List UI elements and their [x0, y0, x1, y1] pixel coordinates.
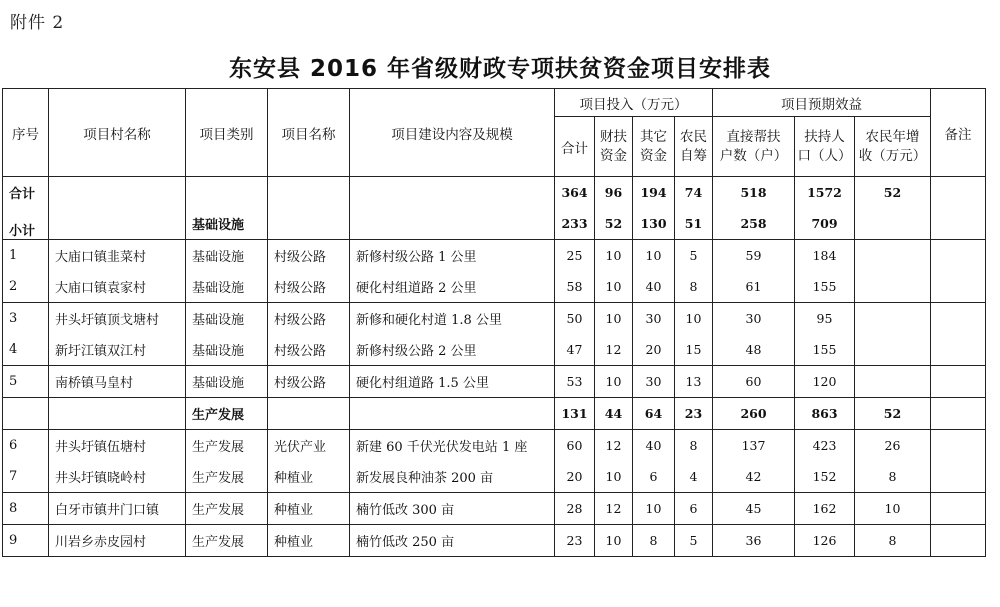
cell-category: 基础设施: [186, 303, 268, 335]
header-fiscal-line1: 财扶: [600, 129, 627, 146]
cell-content: 新修村级公路 2 公里: [350, 334, 555, 366]
cell-people: 155: [795, 271, 855, 303]
table-row: [3, 208, 986, 240]
cell-farmer: 51: [675, 208, 713, 240]
cell-remark: [931, 177, 986, 209]
cell-households: 42: [713, 461, 795, 493]
cell-farmer: 5: [675, 525, 713, 557]
cell-village: 大庙口镇袁家村: [49, 271, 186, 303]
cell-seq: 3: [3, 303, 49, 335]
cell-fiscal: 12: [595, 493, 633, 525]
cell-income: [855, 366, 931, 398]
header-other: [633, 117, 675, 177]
cell-remark: [931, 398, 986, 430]
table-row: [3, 525, 986, 557]
cell-content: 新修和硬化村道 1.8 公里: [350, 303, 555, 335]
header-people-line1: 扶持人: [804, 129, 845, 146]
cell-category: 生产发展: [186, 493, 268, 525]
cell-income: 26: [855, 430, 931, 462]
cell-remark: [931, 208, 986, 240]
header-farmer: [675, 117, 713, 177]
cell-remark: [931, 240, 986, 272]
cell-farmer: 6: [675, 493, 713, 525]
cell-content: 新修村级公路 1 公里: [350, 240, 555, 272]
header-people-line2: 口（人）: [797, 147, 852, 164]
cell-content: 新建 60 千伏光伏发电站 1 座: [350, 430, 555, 462]
cell-total: 20: [555, 461, 595, 493]
cell-fiscal: 52: [595, 208, 633, 240]
header-income-line2: 收（万元）: [858, 147, 927, 164]
cell-households: 258: [713, 208, 795, 240]
cell-fiscal: 10: [595, 271, 633, 303]
header-households-line1: 直接帮扶: [726, 129, 781, 146]
cell-income: [855, 303, 931, 335]
cell-seq: 8: [3, 493, 49, 525]
cell-households: 61: [713, 271, 795, 303]
cell-name: 村级公路: [268, 366, 350, 398]
cell-other: 40: [633, 430, 675, 462]
cell-people: 1572: [795, 177, 855, 209]
table-row: [3, 271, 986, 303]
header-farmer-line1: 农民: [680, 129, 707, 146]
cell-income: 52: [855, 398, 931, 430]
cell-seq: 7: [3, 461, 49, 493]
cell-village: 南桥镇马皇村: [49, 366, 186, 398]
cell-total: 47: [555, 334, 595, 366]
cell-name: [268, 208, 350, 240]
cell-income: 10: [855, 493, 931, 525]
cell-income: [855, 334, 931, 366]
cell-people: 423: [795, 430, 855, 462]
cell-farmer: 23: [675, 398, 713, 430]
cell-seq: 5: [3, 366, 49, 398]
cell-content: 硬化村组道路 1.5 公里: [350, 366, 555, 398]
cell-other: 194: [633, 177, 675, 209]
cell-income: 8: [855, 525, 931, 557]
cell-remark: [931, 366, 986, 398]
cell-category: [186, 177, 268, 209]
cell-seq: 合计: [3, 177, 49, 209]
cell-other: 30: [633, 366, 675, 398]
cell-fiscal: 12: [595, 334, 633, 366]
cell-people: 152: [795, 461, 855, 493]
cell-seq: 6: [3, 430, 49, 462]
cell-income: [855, 208, 931, 240]
cell-households: 260: [713, 398, 795, 430]
cell-people: 95: [795, 303, 855, 335]
cell-category: 生产发展: [186, 398, 268, 430]
cell-name: 种植业: [268, 493, 350, 525]
header-investment-group: 项目投入（万元）: [555, 89, 713, 117]
header-other-line2: 资金: [640, 147, 667, 164]
cell-village: 川岩乡赤皮园村: [49, 525, 186, 557]
cell-seq: 4: [3, 334, 49, 366]
cell-total: 58: [555, 271, 595, 303]
cell-village: [49, 208, 186, 240]
cell-name: 村级公路: [268, 303, 350, 335]
attachment-label: 附件 2: [10, 13, 65, 33]
cell-total: 233: [555, 208, 595, 240]
header-other-line1: 其它: [640, 129, 667, 146]
cell-fiscal: 10: [595, 366, 633, 398]
header-people: [795, 117, 855, 177]
table-body: [3, 177, 986, 557]
cell-seq: 9: [3, 525, 49, 557]
cell-people: 709: [795, 208, 855, 240]
cell-fiscal: 10: [595, 240, 633, 272]
cell-name: 村级公路: [268, 271, 350, 303]
header-benefit-group: 项目预期效益: [713, 89, 931, 117]
table-row: [3, 303, 986, 335]
cell-income: 8: [855, 461, 931, 493]
cell-other: 8: [633, 525, 675, 557]
cell-content: [350, 177, 555, 209]
cell-other: 40: [633, 271, 675, 303]
cell-total: 23: [555, 525, 595, 557]
header-households: [713, 117, 795, 177]
cell-seq: 1: [3, 240, 49, 272]
header-village: 项目村名称: [49, 89, 186, 177]
header-income: [855, 117, 931, 177]
cell-other: 130: [633, 208, 675, 240]
cell-category: 基础设施: [186, 240, 268, 272]
cell-total: 60: [555, 430, 595, 462]
header-households-line2: 户数（户）: [719, 147, 788, 164]
cell-content: [350, 398, 555, 430]
cell-remark: [931, 493, 986, 525]
cell-village: 白牙市镇井门口镇: [49, 493, 186, 525]
cell-households: 36: [713, 525, 795, 557]
funding-table: [2, 88, 986, 557]
header-row-1: [3, 89, 986, 117]
cell-remark: [931, 525, 986, 557]
cell-households: 137: [713, 430, 795, 462]
cell-people: 126: [795, 525, 855, 557]
cell-total: 53: [555, 366, 595, 398]
cell-households: 60: [713, 366, 795, 398]
table-row: [3, 493, 986, 525]
cell-farmer: 10: [675, 303, 713, 335]
cell-content: 硬化村组道路 2 公里: [350, 271, 555, 303]
cell-households: 48: [713, 334, 795, 366]
cell-people: 162: [795, 493, 855, 525]
cell-category: 基础设施: [186, 366, 268, 398]
header-total: 合计: [555, 117, 595, 177]
cell-village: 井头圩镇顶戈塘村: [49, 303, 186, 335]
cell-name: [268, 398, 350, 430]
cell-total: 50: [555, 303, 595, 335]
cell-fiscal: 96: [595, 177, 633, 209]
header-farmer-line2: 自筹: [680, 147, 707, 164]
header-content: 项目建设内容及规模: [350, 89, 555, 177]
cell-other: 10: [633, 240, 675, 272]
cell-seq: [3, 398, 49, 430]
cell-category: 生产发展: [186, 461, 268, 493]
cell-farmer: 8: [675, 271, 713, 303]
cell-total: 25: [555, 240, 595, 272]
cell-other: 64: [633, 398, 675, 430]
cell-category: 生产发展: [186, 525, 268, 557]
cell-other: 6: [633, 461, 675, 493]
header-income-line1: 农民年增: [865, 129, 920, 146]
header-seq: 序号: [3, 89, 49, 177]
cell-farmer: 13: [675, 366, 713, 398]
cell-income: [855, 240, 931, 272]
cell-other: 30: [633, 303, 675, 335]
table-row: [3, 430, 986, 462]
table-row: [3, 366, 986, 398]
cell-fiscal: 44: [595, 398, 633, 430]
cell-fiscal: 10: [595, 303, 633, 335]
cell-remark: [931, 461, 986, 493]
table-row: [3, 461, 986, 493]
cell-content: 楠竹低改 250 亩: [350, 525, 555, 557]
cell-name: 村级公路: [268, 334, 350, 366]
cell-total: 364: [555, 177, 595, 209]
cell-households: 30: [713, 303, 795, 335]
cell-content: 新发展良种油茶 200 亩: [350, 461, 555, 493]
cell-village: 大庙口镇韭菜村: [49, 240, 186, 272]
cell-name: [268, 177, 350, 209]
cell-remark: [931, 430, 986, 462]
cell-income: [855, 271, 931, 303]
cell-name: 种植业: [268, 461, 350, 493]
cell-category: 基础设施: [186, 271, 268, 303]
cell-village: 井头圩镇晓岭村: [49, 461, 186, 493]
cell-seq: 小计: [3, 208, 49, 240]
cell-remark: [931, 334, 986, 366]
cell-category: 基础设施: [186, 334, 268, 366]
cell-income: 52: [855, 177, 931, 209]
cell-name: 村级公路: [268, 240, 350, 272]
cell-content: 楠竹低改 300 亩: [350, 493, 555, 525]
header-project-name: 项目名称: [268, 89, 350, 177]
table-row: [3, 334, 986, 366]
cell-village: [49, 177, 186, 209]
cell-fiscal: 12: [595, 430, 633, 462]
cell-village: [49, 398, 186, 430]
cell-name: 光伏产业: [268, 430, 350, 462]
cell-households: 518: [713, 177, 795, 209]
page-title: 东安县 2016 年省级财政专项扶贫资金项目安排表: [228, 56, 772, 82]
table-row: [3, 177, 986, 209]
cell-seq: 2: [3, 271, 49, 303]
header-fiscal-line2: 资金: [600, 147, 627, 164]
cell-farmer: 8: [675, 430, 713, 462]
cell-category: 生产发展: [186, 430, 268, 462]
cell-farmer: 5: [675, 240, 713, 272]
header-fiscal: [595, 117, 633, 177]
cell-remark: [931, 271, 986, 303]
table-row: [3, 398, 986, 430]
cell-people: 155: [795, 334, 855, 366]
cell-farmer: 74: [675, 177, 713, 209]
cell-people: 184: [795, 240, 855, 272]
cell-fiscal: 10: [595, 525, 633, 557]
cell-farmer: 4: [675, 461, 713, 493]
cell-village: 新圩江镇双江村: [49, 334, 186, 366]
cell-category: 基础设施: [186, 208, 268, 240]
cell-fiscal: 10: [595, 461, 633, 493]
cell-content: [350, 208, 555, 240]
cell-total: 28: [555, 493, 595, 525]
header-category: 项目类别: [186, 89, 268, 177]
cell-households: 59: [713, 240, 795, 272]
cell-households: 45: [713, 493, 795, 525]
cell-name: 种植业: [268, 525, 350, 557]
cell-people: 120: [795, 366, 855, 398]
cell-other: 10: [633, 493, 675, 525]
table-row: [3, 240, 986, 272]
cell-farmer: 15: [675, 334, 713, 366]
cell-other: 20: [633, 334, 675, 366]
cell-total: 131: [555, 398, 595, 430]
cell-village: 井头圩镇伍塘村: [49, 430, 186, 462]
header-remark: 备注: [931, 89, 986, 177]
cell-people: 863: [795, 398, 855, 430]
cell-remark: [931, 303, 986, 335]
